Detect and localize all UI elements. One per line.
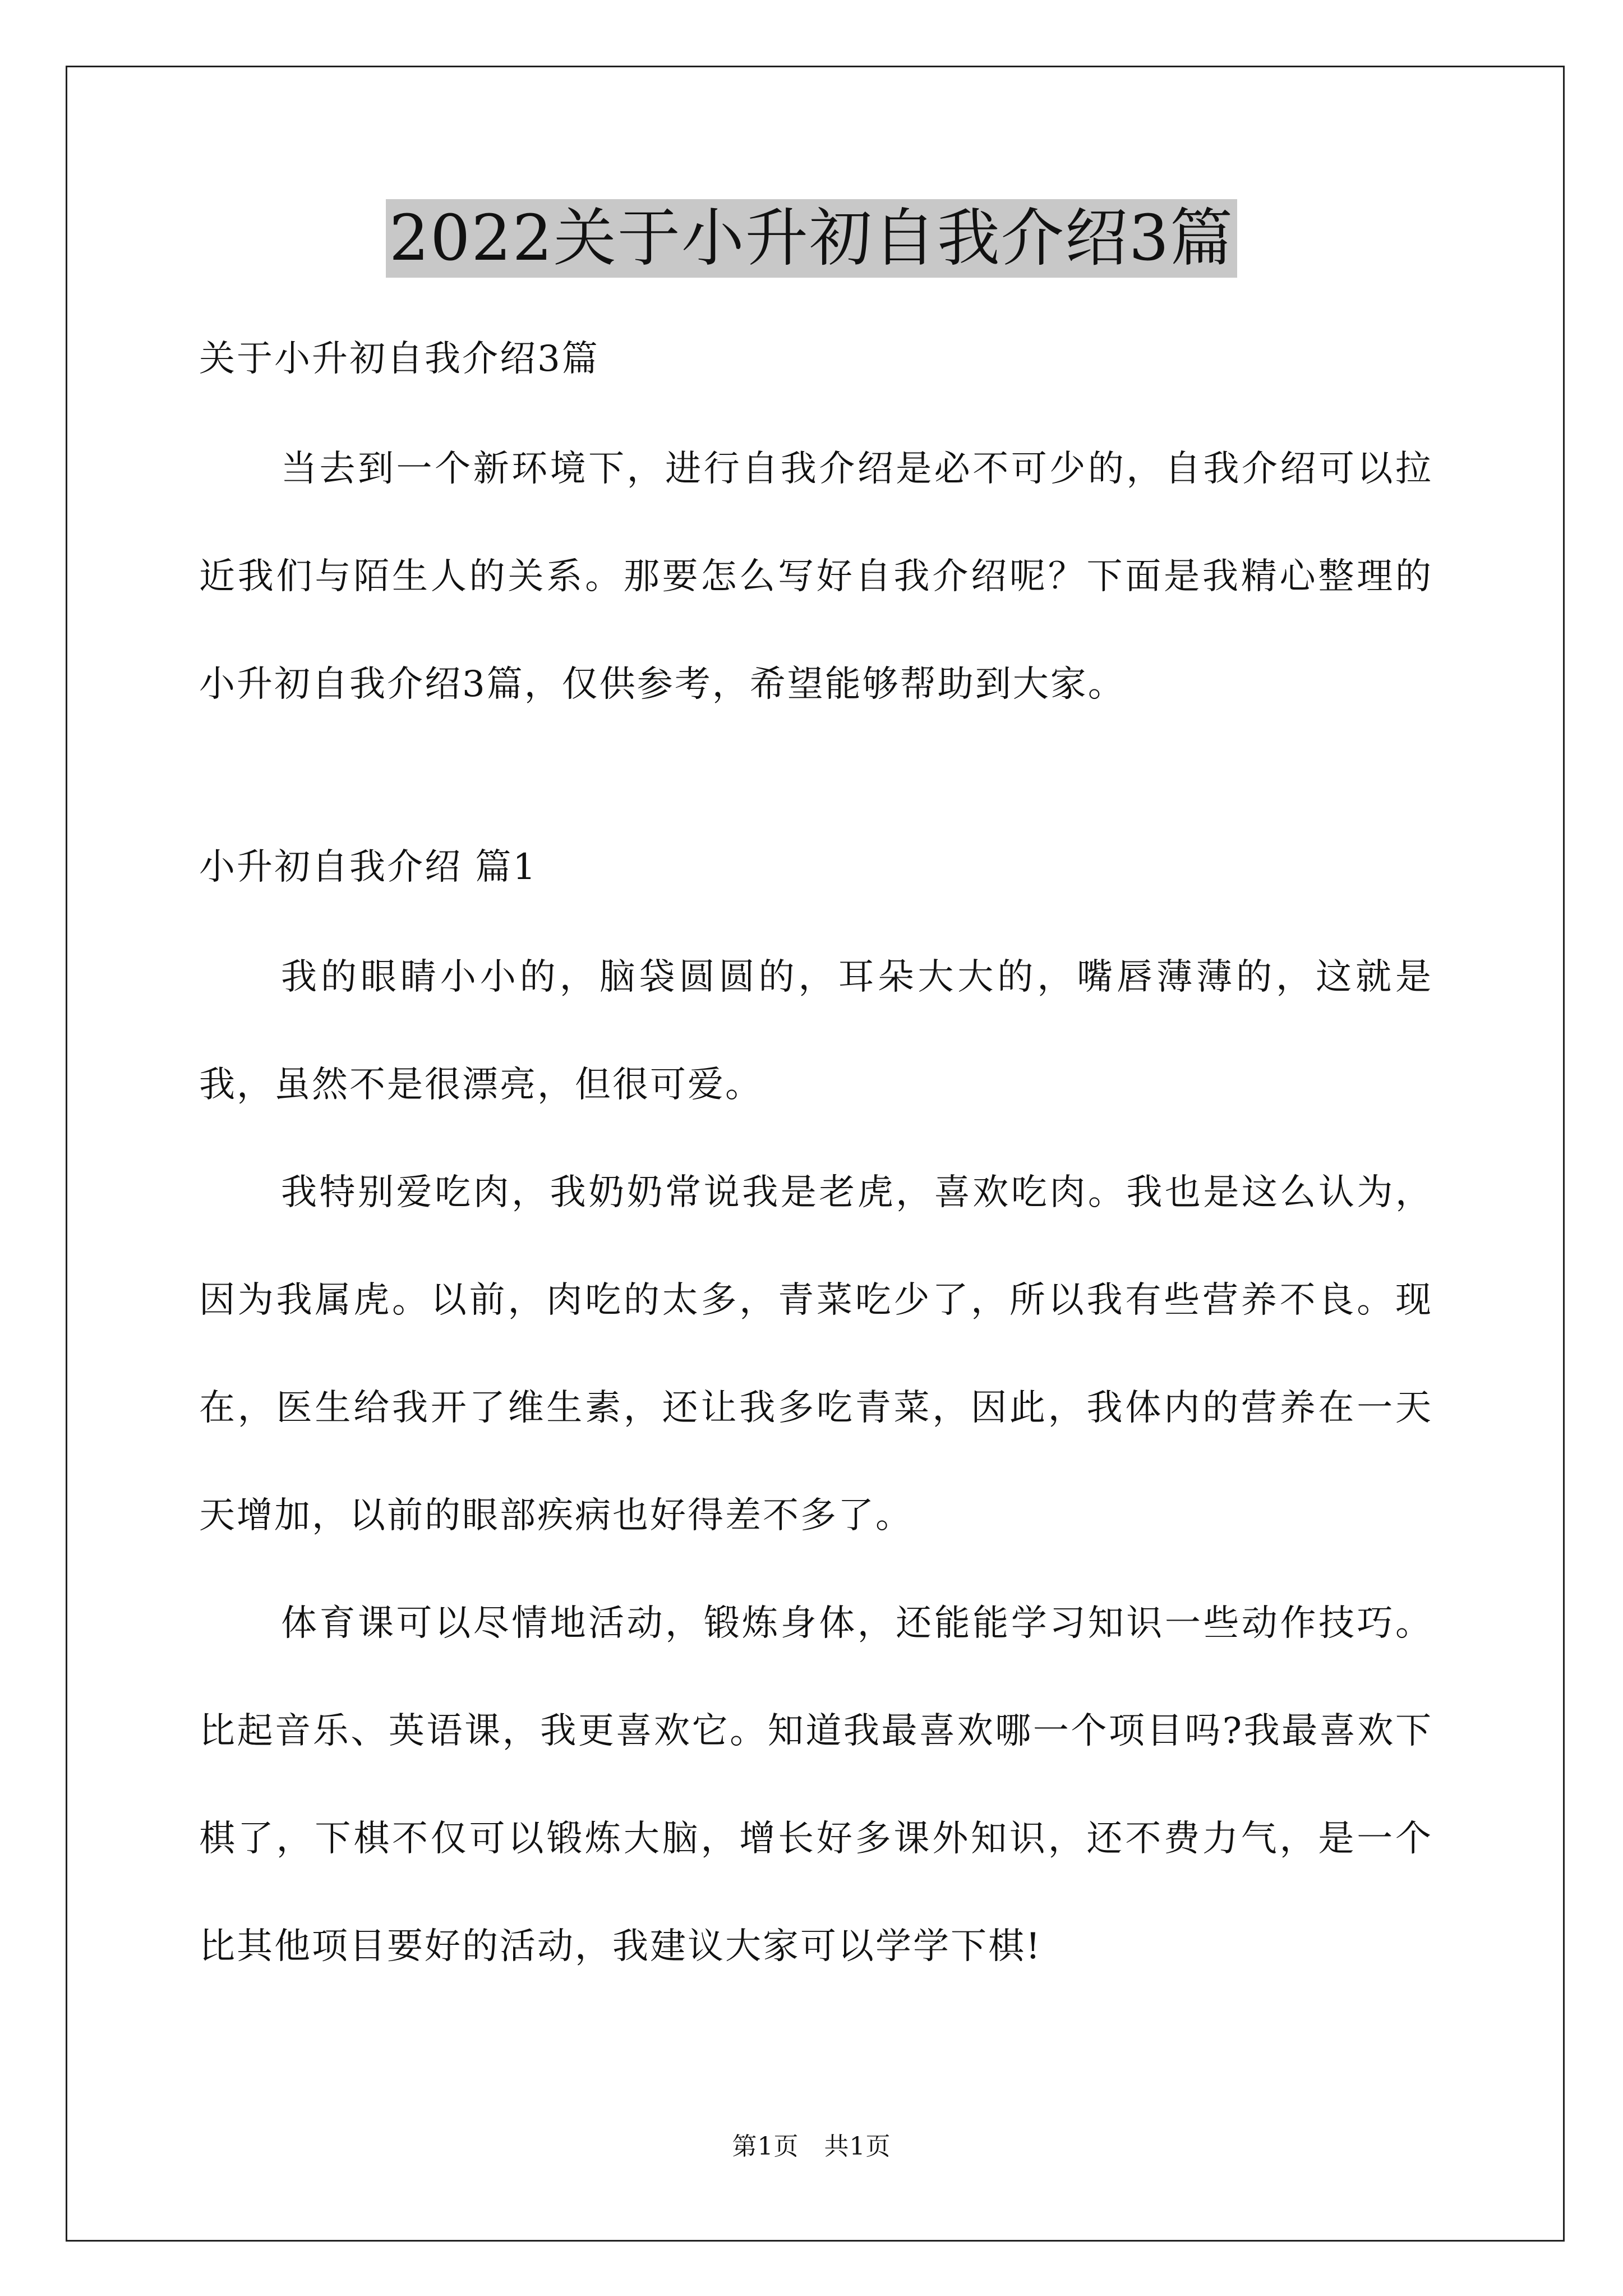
body-paragraph-1: 我的眼睛小小的，脑袋圆圆的，耳朵大大的，嘴唇薄薄的，这就是我，虽然不是很漂亮，但很可爱。 [199, 956, 1433, 1106]
document-title: 2022关于小升初自我介绍3篇 [386, 199, 1237, 278]
document-subtitle: 关于小升初自我介绍3篇 [199, 338, 600, 380]
intro-paragraph: 当去到一个新环境下，进行自我介绍是必不可少的，自我介绍可以拉近我们与陌生人的关系。那要怎么写好自我介绍呢？下面是我精心整理的小升初自我介绍3篇，仅供参考，希望能够帮助到大家。 [199, 448, 1433, 705]
title-container [0, 199, 1623, 278]
section-heading: 小升初自我介绍 篇1 [199, 846, 538, 888]
document-body [199, 314, 1433, 2000]
page-footer: 第1页 共1页 [732, 2132, 891, 2161]
body-paragraph-2: 我特别爱吃肉，我奶奶常说我是老虎，喜欢吃肉。我也是这么认为，因为我属虎。以前，肉吃的太多，青菜吃少了，所以我有些营养不良。现在，医生给我开了维生素，还让我多吃青菜，因此，我体内的营养在一天天增加，以前的眼部疾病也好得差不多了。 [199, 1172, 1433, 1536]
section-spacer [199, 738, 1433, 822]
body-paragraph-3: 体育课可以尽情地活动，锻炼身体，还能能学习知识一些动作技巧。比起音乐、英语课，我更喜欢它。知道我最喜欢哪一个项目吗?我最喜欢下棋了，下棋不仅可以锻炼大脑，增长好多课外知识，还不费力气，是一个比其他项目要好的活动，我建议大家可以学学下棋! [199, 1603, 1433, 1967]
